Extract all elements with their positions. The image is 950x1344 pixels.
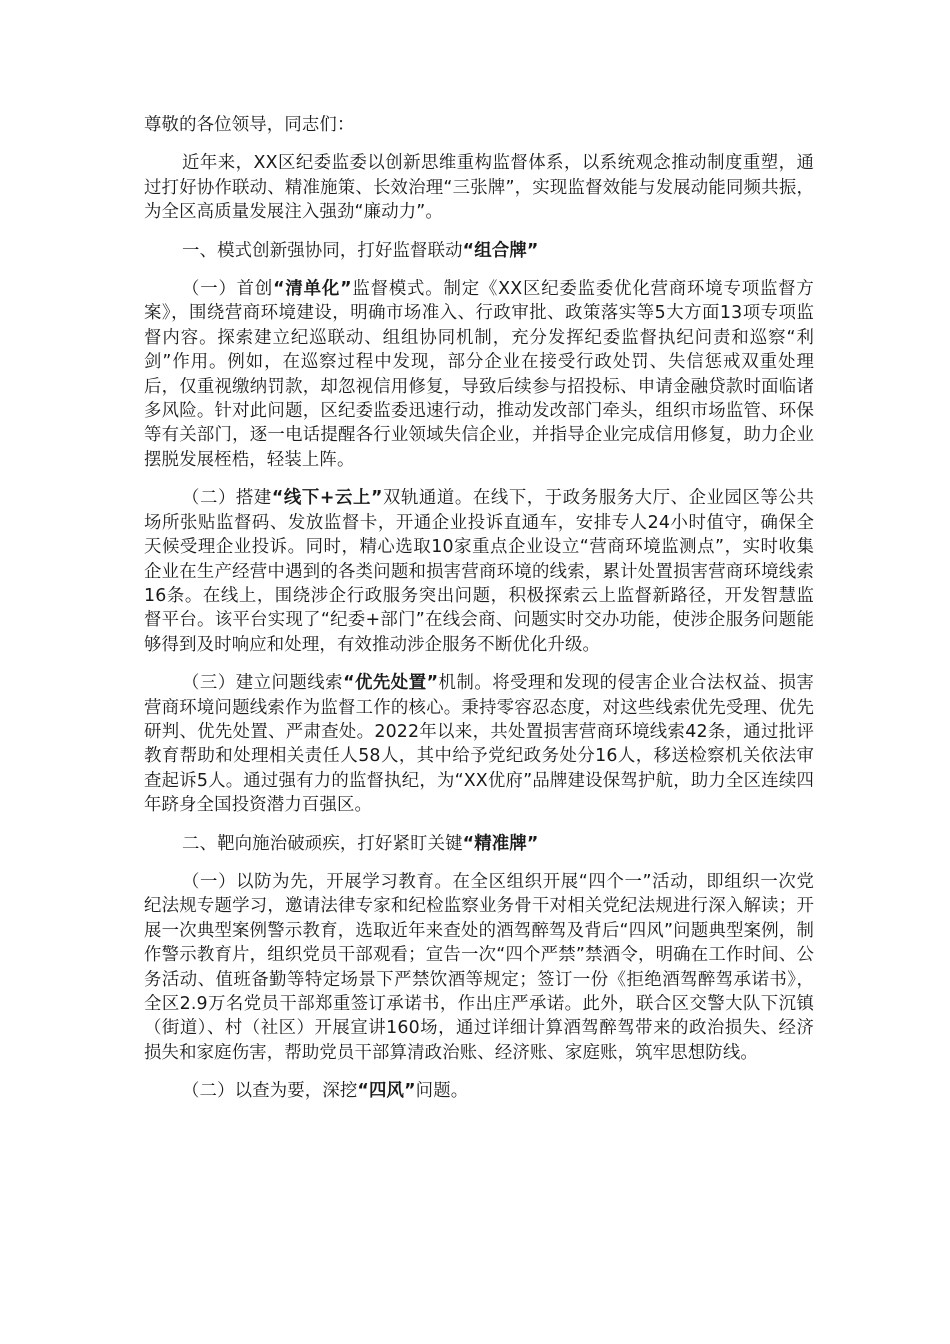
section-1-item-3 [144, 671, 814, 817]
item-title-rest: 机制。 [438, 673, 493, 694]
salutation: 尊敬的各位领导，同志们： [144, 115, 355, 135]
item-title-emphasis: “线下+云上” [271, 488, 383, 509]
item-title-rest: 问题。 [415, 1081, 469, 1102]
section-1-heading-text: 一、模式创新强协同，打好监督联动 [182, 240, 463, 261]
section-2-item-1: （一）以防为先，开展学习教育。在全区组织开展“四个一”活动，即组织一次党纪法规专题学习，邀请法律专家和纪检监察业务骨干对相关党纪法规进行深入解读；开展一次典型案例警示教育，选取近年来查处的酒驾醉驾及背后“四风”问题典型案例，制作警示教育片，组织党员干部观看；宣告一次“四个严禁”禁酒令，明确在工作时间、公务活动、值班备勤等特定场景下严禁饮酒等规定；签订一份《拒绝酒驾醉驾承诺书》，全区2.9万名党员干部郑重签订承诺书，作出庄严承诺。此外，联合区交警大队下沉镇（街道）、村（社区）开展宣讲160场，通过详细计算酒驾醉驾带来的政治损失、经济损失和家庭伤害，帮助党员干部算清政治账、经济账、家庭账，筑牢思想防线。 [144, 871, 814, 1063]
item-title-rest: 双轨通道。 [382, 488, 473, 509]
item-number: （二）搭建 [182, 488, 272, 509]
item-title-emphasis: “优先处置” [343, 673, 439, 694]
section-2-item-2 [144, 1079, 814, 1103]
item-text: （二）以查为要，深挖 [182, 1081, 358, 1102]
section-2-heading [144, 832, 814, 856]
section-2-heading-emphasis: “精准牌” [462, 833, 539, 854]
item-title-emphasis: “四风” [357, 1081, 416, 1102]
item-text: 在线下，于政务服务大厅、企业园区等公共场所张贴监督码、发放监督卡，开通企业投诉直通车，安排专人24小时值守，确保全天候受理企业投诉。同时，精心选取10家重点企业设立“营商环境监测点”，实时收集企业在生产经营中遇到的各类问题和损害营商环境的线索，累计处置损害营商环境线索16条。在线上，围绕涉企行政服务突出问题，积极探索云上监督新路径，开发智慧监督平台。该平台实现了“纪委+部门”在线会商、问题实时交办功能，使涉企服务问题能够得到及时响应和处理，有效推动涉企服务不断优化升级。 [144, 488, 814, 655]
section-1-heading-emphasis: “组合牌” [462, 240, 539, 261]
section-2-heading-text: 二、靶向施治破顽疾，打好紧盯关键 [182, 833, 463, 854]
intro-paragraph: 近年来，XX区纪委监委以创新思维重构监督体系，以系统观念推动制度重塑，通过打好协作联动、精准施策、长效治理“三张牌”，实现监督效能与发展动能同频共振，为全区高质量发展注入强劲“廉动力”。 [144, 153, 814, 223]
section-1-item-2 [144, 486, 814, 657]
section-1-heading [144, 239, 814, 263]
document-page [144, 113, 814, 1118]
item-number: （三）建立问题线索 [182, 673, 344, 694]
item-number: （一）首创 [182, 279, 274, 300]
item-title-emphasis: “清单化” [273, 279, 352, 300]
item-text: 将受理和发现的侵害企业合法权益、损害营商环境问题线索作为监督工作的核心。秉持零容忍态度，对这些线索优先受理、优先研判、优先处置、严肃查处。2022年以来，共处置损害营商环境线索42条，通过批评教育帮助和处理相关责任人58人，其中给予党纪政务处分16人，移送检察机关依法审查起诉5人。通过强有力的监督执纪，为“XX优府”品牌建设保驾护航，助力全区连续四年跻身全国投资潜力百强区。 [144, 673, 815, 816]
item-title-rest: 监督模式。 [351, 279, 444, 300]
section-1-item-1 [144, 277, 814, 472]
item-text: 制定《XX区纪委监委优化营商环境专项监督方案》，围绕营商环境建设，明确市场准入、行政审批、政策落实等5大方面13项专项监督内容。探索建立纪巡联动、组组协同机制，充分发挥纪委监督执纪问责和巡察“利剑”作用。例如，在巡察过程中发现，部分企业在接受行政处罚、失信惩戒双重处理后，仅重视缴纳罚款，却忽视信用修复，导致后续参与招投标、申请金融贷款时面临诸多风险。针对此问题，区纪委监委迅速行动，推动发改部门牵头，组织市场监管、环保等有关部门，逐一电话提醒各行业领域失信企业，并指导企业完成信用修复，助力企业摆脱发展桎梏，轻装上阵。 [144, 279, 814, 470]
